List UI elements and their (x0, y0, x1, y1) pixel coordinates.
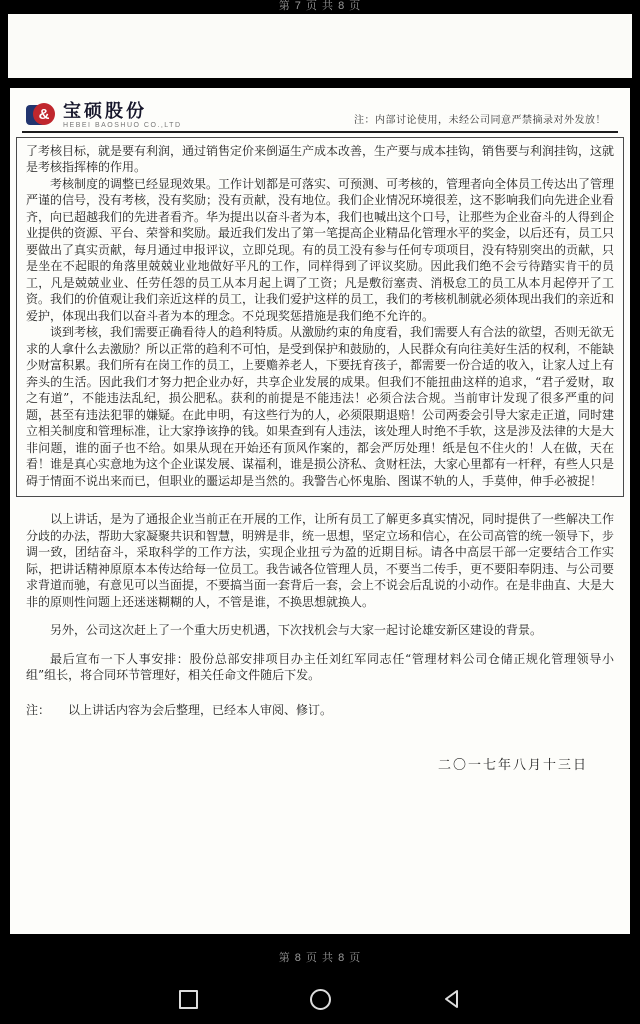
letterhead (26, 102, 616, 129)
document-page (10, 88, 630, 934)
previous-page-bottom (8, 14, 632, 78)
logo-ampersand: & (33, 103, 55, 125)
paragraph: 考核制度的调整已经显现效果。工作计划都是可落实、可预测、可考核的，管理者向全体员工传达出了管理严谨的信号，没有考核，没有奖励；没有贡献，没有地位。我们企业情况环境很差，这不影响我们向先进企业看齐，向已超越我们的先进者看齐。华为提出以奋斗者为本，我们也喊出这个口号，让那些为企业奋斗的人得到企业提供的资源、平台、荣誉和奖励。最近我们发出了第一笔提高企业精品化管理水平的奖金，以后还有，员工只要做出了真实贡献，每月通过申报评议，立即兑现。有的员工没有参与任何专项项目，没有特别突出的贡献，只是坐在不起眼的角落里兢兢业业地做好平凡的工作，同样得到了评议奖励。因此我们绝不会亏待踏实肯干的员工，凡是兢兢业业、任劳任怨的员工从本月起上调了工资；凡是敷衍塞责、消极怠工的员工从本月起停开了工资。我们的价值观让我们亲近这样的员工，让我们爱护这样的员工，我们的考核机制就必须体现出我们的亲近和爱护，体现出我们以奋斗者为本的理念。不兑现奖惩措施是我们绝不允许的。 (26, 176, 615, 323)
postscript-note: 注： 以上讲话内容为会后整理，已经本人审阅、修订。 (26, 702, 333, 717)
recents-icon (179, 990, 198, 1009)
paragraph: 了考核目标，就是要有利润，通过销售定价来倒逼生产成本改善，生产要与成本挂钩，销售要与利润挂钩，这就是考核指挥棒的作用。 (26, 143, 615, 175)
company-name-block (63, 102, 182, 129)
company-logo-icon (26, 102, 56, 128)
page-gap (0, 78, 640, 88)
page-indicator-bottom: 第 8 页 共 8 页 (278, 952, 362, 964)
company-logo (26, 102, 182, 129)
paragraph: 最后宣布一下人事安排：股份总部安排项目办主任刘红军同志任“管理材料公司仓储正规化管理领导小组”组长，将合同环节管理好，相关任命文件随后下发。 (26, 651, 614, 683)
document-date: 二〇一七年八月十三日 (437, 757, 588, 773)
back-button[interactable] (439, 986, 465, 1012)
paragraph: 另外，公司这次赶上了一个重大历史机遇，下次找机会与大家一起讨论雄安新区建设的背景。 (50, 623, 543, 638)
paragraph: 谈到考核，我们需要正确看待人的趋利特质。从激励约束的角度看，我们需要人有合法的欲望，否则无欲无求的人拿什么去激励？所以正常的趋利不可怕，是受到保护和鼓励的，人民群众有向往美好生活的权利，不能缺少财富积累。我们所有在岗工作的员工，上要赡养老人，下要抚育孩子，都需要一份合适的收入，让家人过上有奔头的生活。因此我们才努力把企业办好，共享企业发展的成果。但我们不能扭曲这样的追求，“君子爱财，取之有道”，不能违法乱纪，损公肥私。获利的前提是不能违法！必须合法合规。当前审计发现了很多严重的问题，甚至有违法犯罪的嫌疑。在此申明，有这些行为的人，必须限期退赔！公司两委会引导大家走正道，同时建立相关制度和管理标准，让大家挣该挣的钱。如果查到有人违法，该处理人时绝不手软，这是涉及法律的大是大非问题，谁的面子也不给。如果从现在开始还有顶风作案的，都会严厉处理！纸是包不住火的！人在做，天在看！谁是真心实意地为这个企业谋发展、谋福利，谁是损公济私、贪财枉法，大家心里都有一杆秤，有些人只是碍于情面不说出来而已，但职业的噩运却是当然的。我警告心怀鬼胎、图谋不轨的人，手莫伸，伸手必被捉！ (26, 325, 615, 488)
confidential-note: 注：内部讨论使用，未经公司同意严禁摘录对外发放！ (354, 114, 606, 126)
letterhead-rule (22, 131, 618, 133)
page-indicator-top: 第 7 页 共 8 页 (278, 0, 362, 12)
company-name: 宝硕股份 (63, 101, 147, 122)
android-navbar (0, 974, 640, 1024)
company-name-en: HEBEI BAOSHUO CO.,LTD (63, 121, 182, 129)
paragraph: 以上讲话，是为了通报企业当前正在开展的工作，让所有员工了解更多真实情况，同时提供了一些解决工作分歧的办法，帮助大家凝聚共识和智慧，明辨是非，统一思想，坚定立场和信心，在公司高管的统一领导下，步调一致，团结奋斗，采取科学的工作方法，实现企业扭亏为盈的近期目标。请各中高层干部一定要结合工作实际，把讲话精神原原本本传达给每一位员工。我告诫各位管理人员，不要当二传手，更不要阳奉阴违、与公司要求背道而驰，有意见可以当面提，不要搞当面一套背后一套，会上不说会后乱说的小动作。在是非曲直、大是大非的原则性问题上还迷迷糊糊的人，不管是谁，不换思想就换人。 (26, 512, 615, 609)
back-icon (441, 988, 463, 1010)
recents-button[interactable] (175, 986, 201, 1012)
closing-section (26, 511, 614, 684)
document-viewer[interactable] (0, 14, 640, 934)
speech-text-box (16, 137, 624, 498)
home-button[interactable] (307, 986, 333, 1012)
home-icon (310, 989, 331, 1010)
